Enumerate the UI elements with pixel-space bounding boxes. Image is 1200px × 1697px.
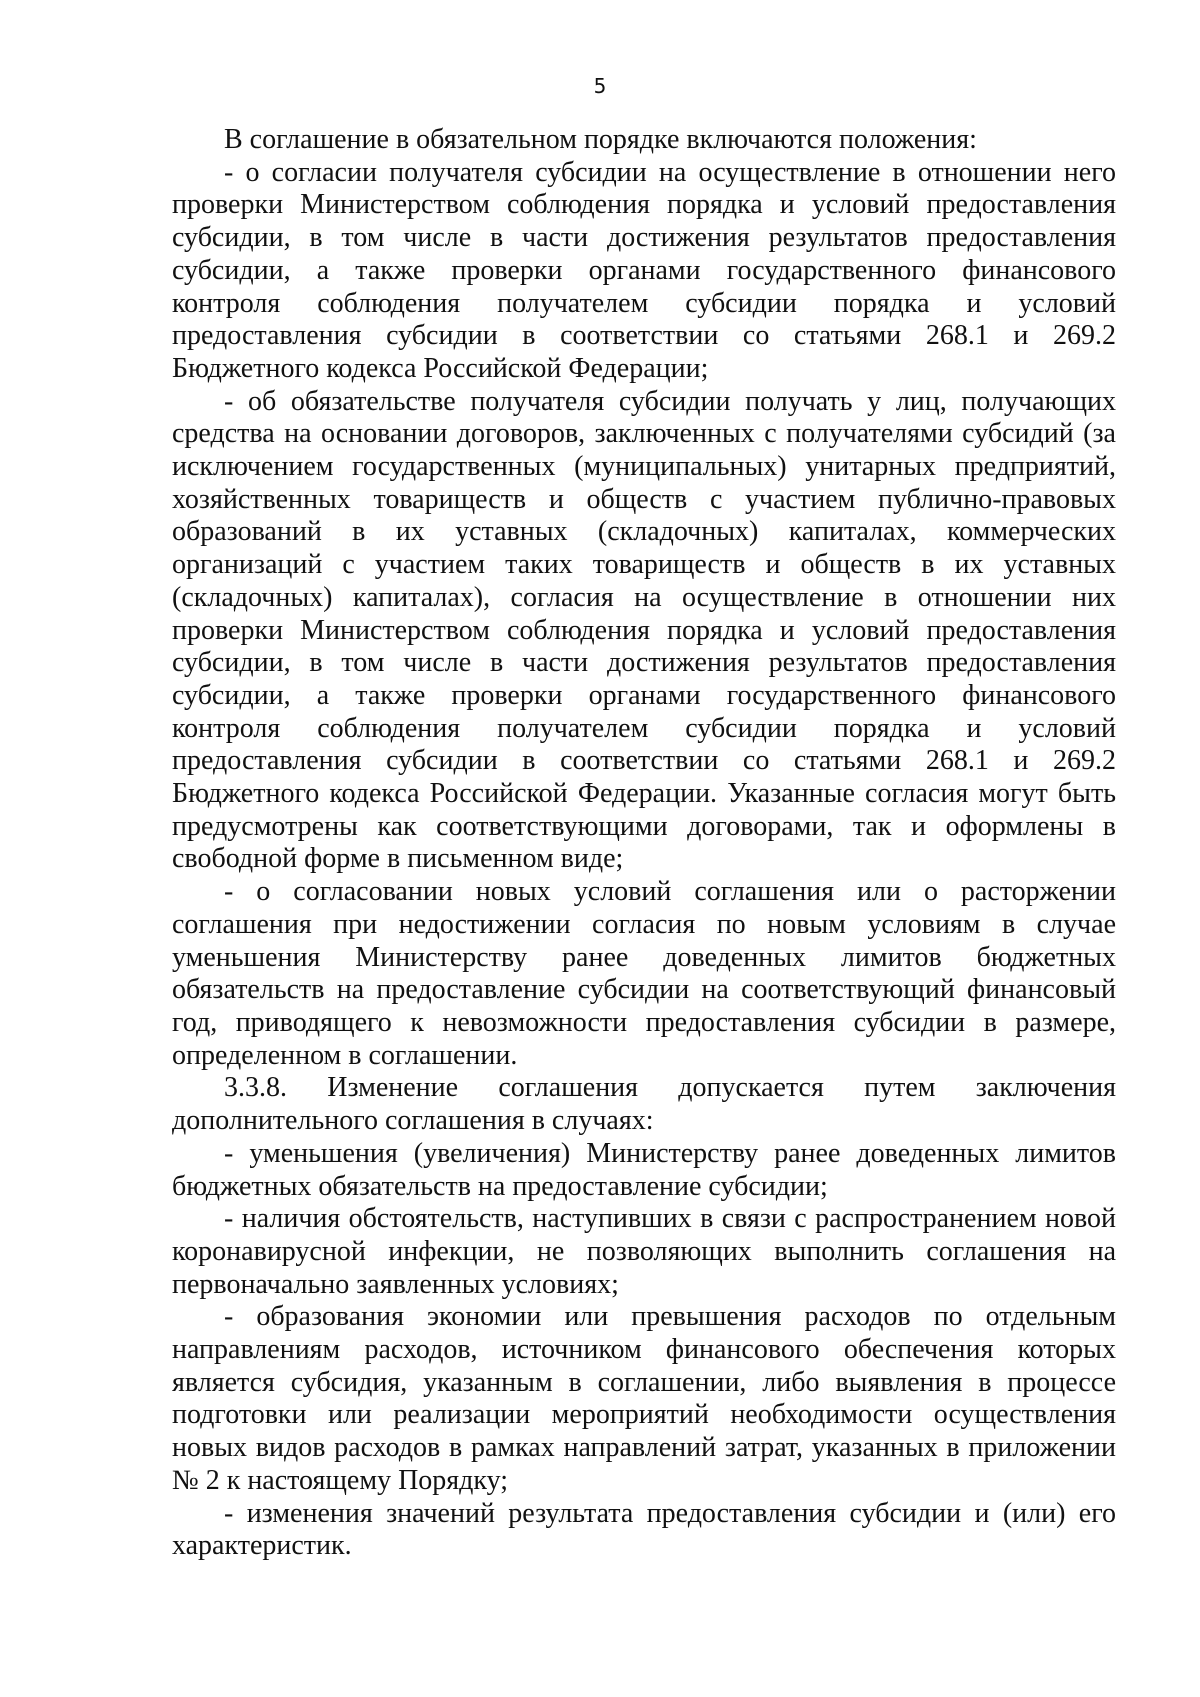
paragraph-intro: В соглашение в обязательном порядке включаются положения: — [224, 124, 977, 155]
paragraph-coronavirus: - наличия обстоятельств, наступивших в связи с распространением новой коронавирусной инфекции, не позволяющих выполнить соглашения на первоначально заявленных условиях; — [172, 1203, 1116, 1300]
document-body — [172, 124, 1116, 1563]
paragraph-consent-verification: - о согласии получателя субсидии на осуществление в отношении него проверки Министерством соблюдения порядка и условий предоставления субсидии, в том числе в части достижения результатов предоставления субсидии, а также проверки органами государственного финансового контроля соблюдения получателем субсидии порядка и условий предоставления субсидии в соответствии со статьями 268.1 и 269.2 Бюджетного кодекса Российской Федерации; — [172, 156, 1116, 384]
paragraph-new-conditions: - о согласовании новых условий соглашения или о расторжении соглашения при недостижении согласия по новым условиям в случае уменьшения Министерству ранее доведенных лимитов бюджетных обязательств на предоставление субсидии на соответствующий финансовый год, приводящего к невозможности предоставления субсидии в размере, определенном в соглашении. — [172, 876, 1116, 1071]
paragraph-3-3-8: 3.3.8. Изменение соглашения допускается путем заключения дополнительного соглашения в случаях: — [172, 1072, 1116, 1137]
paragraph-savings-expenses: - образования экономии или превышения расходов по отдельным направлениям расходов, источником финансового обеспечения которых является субсидия, указанным в соглашении, либо выявления в процессе подготовки или реализации мероприятий необходимости осуществления новых видов расходов в рамках направлений затрат, указанных в приложении № 2 к настоящему Порядку; — [172, 1301, 1116, 1496]
paragraph-obligation-consents: - об обязательстве получателя субсидии получать у лиц, получающих средства на основании договоров, заключенных с получателями субсидий (за исключением государственных (муниципальных) унитарных предприятий, хозяйственных товариществ и обществ с участием публично-правовых образований в их уставных (складочных) капиталах, коммерческих организаций с участием таких товариществ и обществ в их уставных (складочных) капиталах), согласия на осуществление в отношении них проверки Министерством соблюдения порядка и условий предоставления субсидии, в том числе в части достижения результатов предоставления субсидии, а также проверки органами государственного финансового контроля соблюдения получателем субсидии порядка и условий предоставления субсидии в соответствии со статьями 268.1 и 269.2 Бюджетного кодекса Российской Федерации. Указанные согласия могут быть предусмотрены как соответствующими договорами, так и оформлены в свободной форме в письменном виде; — [172, 385, 1116, 875]
page-number: 5 — [593, 74, 607, 98]
paragraph-result-values: - изменения значений результата предоставления субсидии и (или) его характеристик. — [172, 1497, 1116, 1562]
paragraph-limits-change: - уменьшения (увеличения) Министерству ранее доведенных лимитов бюджетных обязательств на предоставление субсидии; — [172, 1137, 1116, 1202]
